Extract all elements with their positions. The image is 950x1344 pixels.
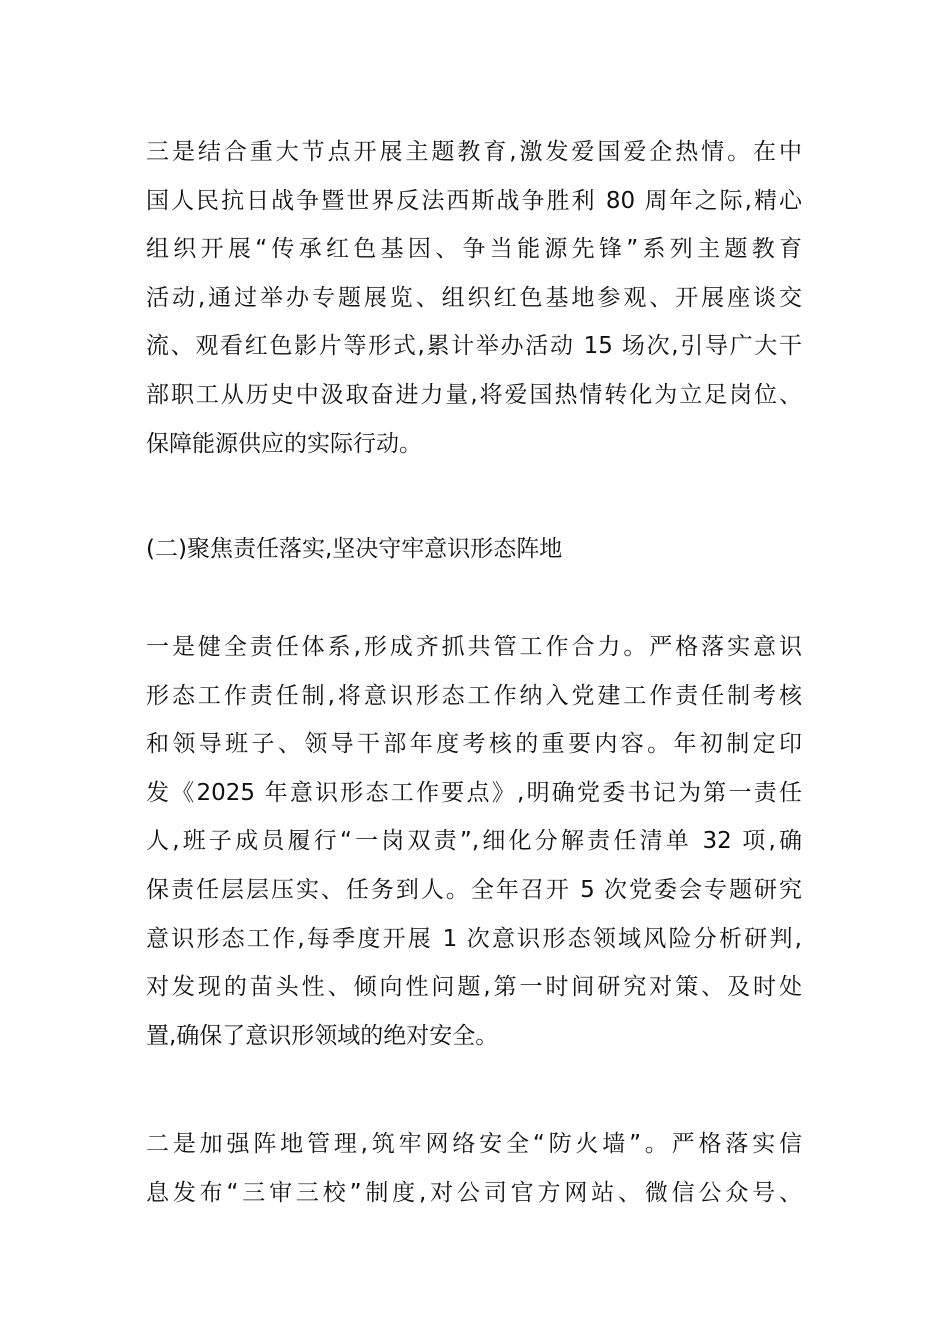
paragraph-responsibility-system [146, 623, 802, 1060]
text-line: 二是加强阵地管理,筑牢网络安全“防火墙”。严格落实信 [146, 1131, 802, 1157]
text-line: 保障能源供应的实际行动。 [146, 430, 422, 457]
paragraph-patriotic-education [146, 128, 802, 468]
text-line: 一是健全责任体系,形成齐抓共管工作合力。严格落实意识 [146, 634, 802, 660]
text-line: 流、观看红色影片等形式,累计举办活动 15 场次,引导广大干 [146, 333, 802, 360]
text-line: 发《2025 年意识形态工作要点》,明确党委书记为第一责任 [146, 779, 802, 806]
text-line: 部职工从历史中汲取奋进力量,将爱国热情转化为立足岗位、 [146, 381, 802, 408]
text-line: 形态工作责任制,将意识形态工作纳入党建工作责任制考核 [146, 682, 802, 709]
text-line: 意识形态工作,每季度开展 1 次意识形态领域风险分析研判, [146, 925, 802, 952]
paragraph-position-management [146, 1120, 802, 1217]
text-line: 组织开展“传承红色基因、争当能源先锋”系列主题教育 [146, 236, 802, 263]
text-line: 和领导班子、领导干部年度考核的重要内容。年初制定印 [146, 731, 802, 758]
text-line: 对发现的苗头性、倾向性问题,第一时间研究对策、及时处 [146, 974, 802, 1001]
text-line: 置,确保了意识形领域的绝对安全。 [146, 1022, 499, 1049]
text-line: 人,班子成员履行“一岗双责”,细化分解责任清单 32 项,确 [146, 828, 802, 855]
text-line: 息发布“三审三校”制度,对公司官方网站、微信公众号、 [146, 1179, 802, 1206]
text-line: 保责任层层压实、任务到人。全年召开 5 次党委会专题研究 [146, 876, 802, 903]
section-heading [146, 525, 802, 574]
text-line: 三是结合重大节点开展主题教育,激发爱国爱企热情。在中 [146, 139, 802, 165]
text-line: 国人民抗日战争暨世界反法西斯战争胜利 80 周年之际,精心 [146, 187, 802, 214]
section-heading-text: (二)聚焦责任落实,坚决守牢意识形态阵地 [146, 536, 563, 562]
text-line: 活动,通过举办专题展览、组织红色基地参观、开展座谈交 [146, 284, 802, 311]
